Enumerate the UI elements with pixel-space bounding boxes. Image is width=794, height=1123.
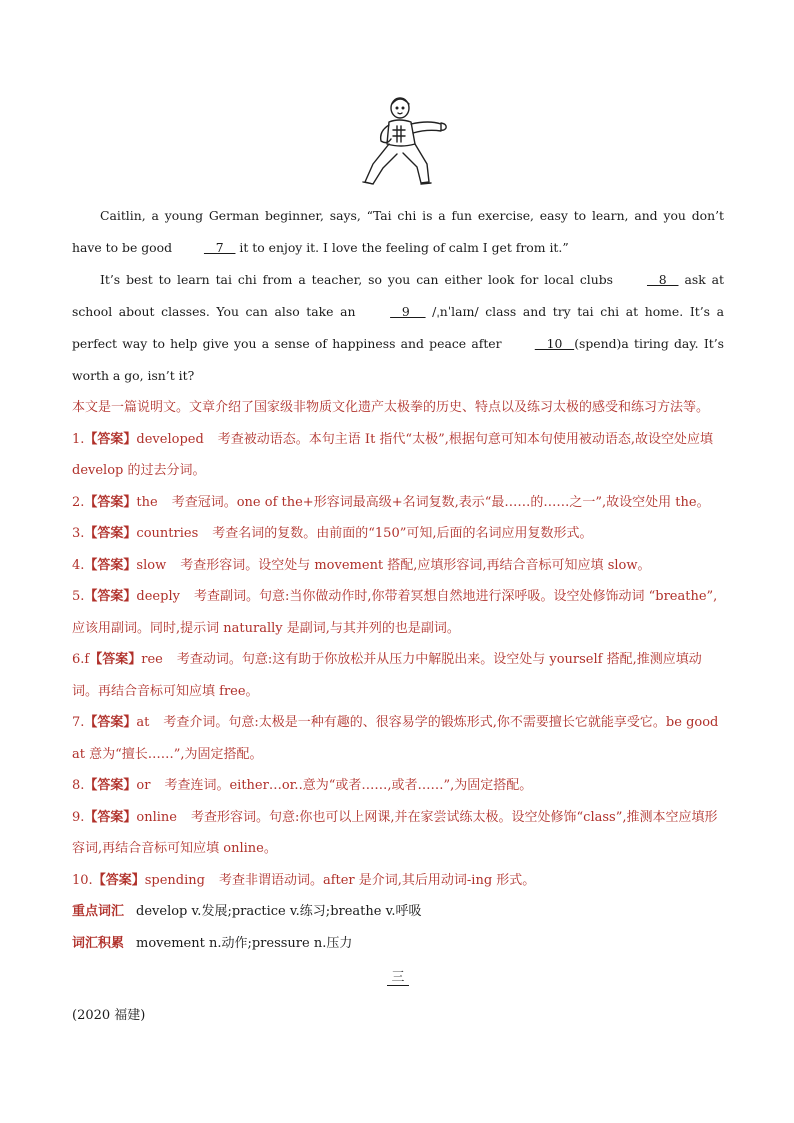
passage-paragraph-2 (72, 264, 724, 392)
answer-word: spending (144, 872, 205, 888)
vocabulary-accumulation-body: movement n.动作;pressure n.压力 (136, 935, 353, 951)
answer-word: at (136, 715, 150, 730)
answer-number: 2. (72, 494, 85, 510)
answer-word: or (136, 778, 151, 793)
answer-word: slow (136, 557, 167, 573)
answer-explanation: 考查非谓语动词。after 是介词,其后用动词-ing 形式。 (218, 872, 536, 888)
answer-word: the (136, 494, 158, 510)
key-vocabulary-body: develop v.发展;practice v.练习;breathe v.呼吸 (136, 904, 422, 919)
vocabulary-accumulation (72, 928, 724, 960)
answer-word: online (136, 809, 178, 825)
answer-explanation: 考查被动语态。本句主语 It 指代“太极”,根据句意可知本句使用被动语态,故设空处应填 develop 的过去分词。 (72, 431, 713, 478)
answer-word: countries (136, 526, 199, 541)
answer-label: 【答案】 (89, 652, 142, 667)
blank-8: 8 (646, 272, 679, 287)
answer-item-10 (72, 865, 724, 897)
answer-word: ree (141, 652, 163, 667)
answer-label: 【答案】 (84, 778, 137, 793)
tai-chi-figure-illustration (355, 96, 475, 196)
blank-7: 7 (203, 240, 236, 255)
vocabulary-accumulation-label: 词汇积累 (72, 935, 125, 951)
blank-10: 10 (534, 336, 575, 351)
answer-number: 10. (72, 872, 93, 888)
answer-list (72, 424, 724, 897)
key-vocabulary (72, 896, 724, 928)
passage-text: /ˌnˈlaɪn/ class and try tai chi at home. It’s a perfect way to help give you a sense of happiness and peace after (72, 304, 724, 351)
answer-word: developed (136, 431, 204, 447)
answer-item-8 (72, 770, 724, 802)
passage-text: ask at school about classes. You can also take an (72, 272, 725, 319)
passage-paragraph-1 (72, 200, 724, 264)
answer-label: 【答案】 (84, 715, 137, 730)
answer-explanation: 考查形容词。句意:你也可以上网课,并在家尝试练太极。设空处修饰“class”,推测本空应填形容词,再结合音标可知应填 online。 (72, 809, 718, 856)
answer-item-3 (72, 518, 724, 550)
answer-item-9 (72, 802, 724, 865)
answer-number: 8. (72, 778, 85, 793)
answer-explanation: 考查名词的复数。由前面的“150”可知,后面的名词应用复数形式。 (212, 526, 593, 541)
answer-item-4 (72, 550, 724, 582)
passage-text: Caitlin, a young German beginner, says, “Tai chi is a fun exercise, easy to learn, and you don’t have to be good (72, 208, 724, 255)
answer-number: 6.f (72, 652, 90, 667)
answer-label: 【答案】 (84, 809, 137, 825)
blank-9: 9 (390, 304, 426, 319)
answer-explanation: 考查冠词。one of the+形容词最高级+名词复数,表示“最……的……之一”,故设空处用 the。 (171, 494, 710, 510)
answer-item-5 (72, 581, 724, 644)
passage-text: It’s best to learn tai chi from a teacher, so you can either look for local clubs (100, 272, 619, 287)
article-summary: 本文是一篇说明文。文章介绍了国家级非物质文化遗产太极拳的历史、特点以及练习太极的感受和练习方法等。 (72, 400, 710, 415)
answer-explanation: 考查介词。句意:太极是一种有趣的、很容易学的锻炼形式,你不需要擅长它就能享受它。be good at 意为“擅长……”,为固定搭配。 (72, 715, 719, 762)
answer-explanation: 考查动词。句意:这有助于你放松并从压力中解脱出来。设空处与 yourself 搭配,推测应填动词。再结合音标可知应填 free。 (72, 652, 702, 699)
answer-number: 9. (72, 809, 85, 825)
source-note: (2020 福建) (72, 1008, 146, 1023)
answer-number: 5. (72, 589, 85, 604)
answer-word: deeply (136, 589, 180, 604)
answer-label: 【答案】 (92, 872, 145, 888)
answer-number: 4. (72, 557, 85, 573)
answer-number: 3. (72, 526, 85, 541)
answer-explanation: 考查连词。either…or..意为“或者……,或者……”,为固定搭配。 (164, 778, 533, 793)
passage-text: it to enjoy it. I love the feeling of calm I get from it.” (235, 240, 569, 255)
answer-explanation: 考查副词。句意:当你做动作时,你带着冥想自然地进行深呼吸。设空处修饰动词 “breathe”,应该用副词。同时,提示词 naturally 是副词,与其并列的也是副词。 (72, 589, 718, 636)
answer-label: 【答案】 (84, 526, 137, 541)
answer-item-6 (72, 644, 724, 707)
answer-label: 【答案】 (84, 431, 137, 447)
key-vocabulary-label: 重点词汇 (72, 904, 125, 919)
answer-label: 【答案】 (84, 557, 137, 573)
answer-explanation: 考查形容词。设空处与 movement 搭配,应填形容词,再结合音标可知应填 slow。 (180, 557, 651, 573)
passage-text: (spend)a tiring day. It’s worth a go, isn’t it? (72, 336, 724, 383)
answer-item-1 (72, 424, 724, 487)
answer-item-2 (72, 487, 724, 519)
document-page (72, 96, 724, 1029)
answer-label: 【答案】 (84, 494, 137, 510)
section-mark (72, 965, 724, 991)
answer-label: 【答案】 (84, 589, 137, 604)
section-mark-text: 三 (387, 970, 408, 986)
answer-item-7 (72, 707, 724, 770)
answer-number: 7. (72, 715, 85, 730)
answer-number: 1. (72, 431, 85, 447)
